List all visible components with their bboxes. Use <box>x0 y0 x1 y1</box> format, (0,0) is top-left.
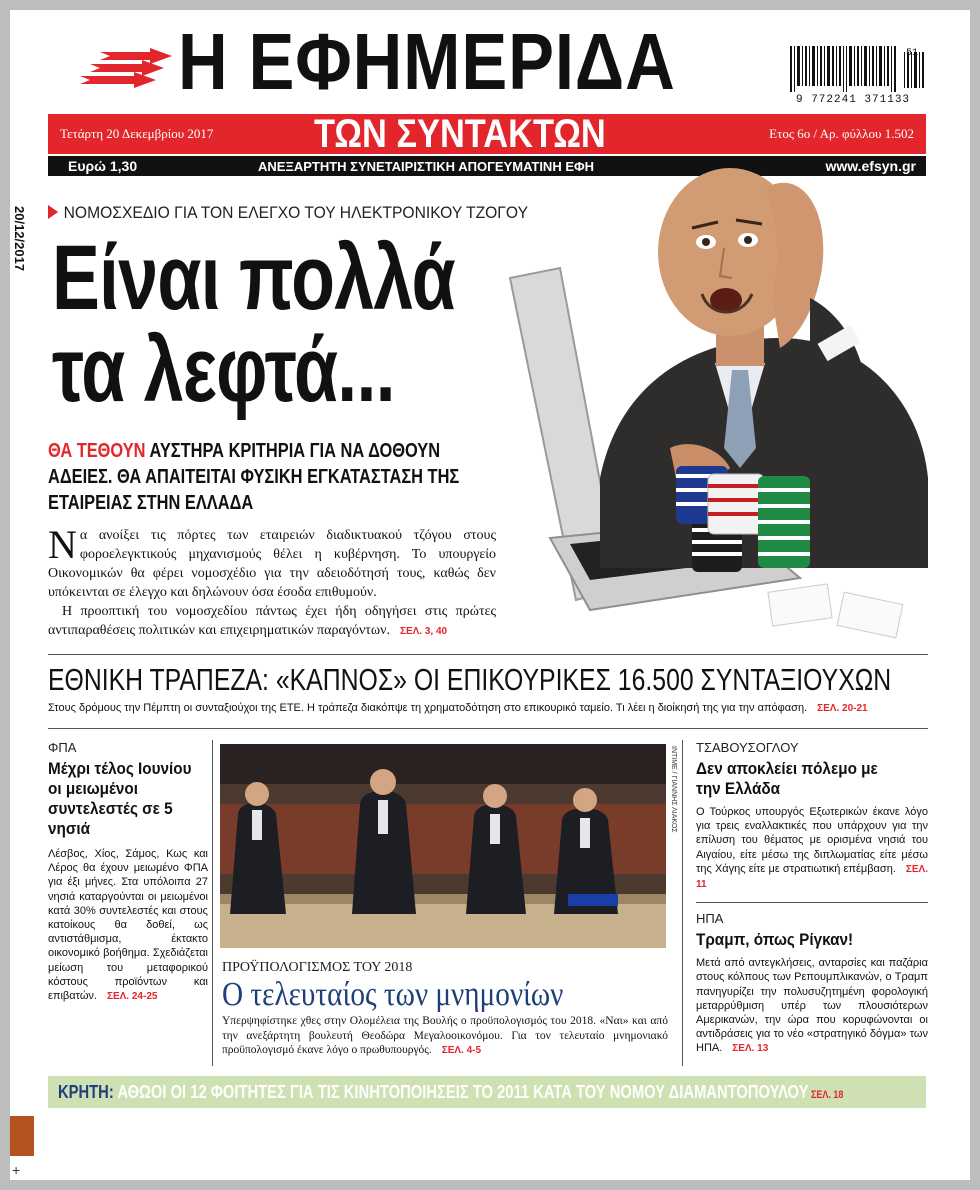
right-column <box>696 740 928 1057</box>
lead-paragraph-1: α ανοίξει τις πόρτες των εταιρειών διαδικτυακού τζόγου στους φοροελεγκτικούς μηχανισμούς θέλει η κυβέρνηση. Το υπουργείο Οικονομικών θα φέρει νομοσχέδιο για την αδειοδότησή τους, καθώς δεν υπόκεινται σε έλεγχο και δηλώνουν όσα έσοδα επιθυμούν. <box>48 528 496 600</box>
crete-strip[interactable] <box>48 1076 926 1108</box>
lead-paragraph-2: Η προοπτική του νομοσχεδίου πάντως έχει ήδη οδηγήσει στις πρώτες αντιπαραθέσεις πολιτικών και επιχειρηματικών παραγόντων. <box>48 604 496 638</box>
lead-kicker <box>48 203 528 223</box>
vat-body-text: Λέσβος, Χίος, Σάμος, Κως και Λέρος θα έχουν μειωμένο ΦΠΑ για έξι μήνες. Στα υπόλοιπα 27 νησιά καταργούνται οι μειωμένοι κατά 30% συντελεστές και στους κατοίκους θα δοθεί, ως αντιστάθμισμα, έκτακτο οικονομικό βοήθημα. Σχεδιάζεται μείωση του μεταφορικού κόστους προϊόντων και επιβατών. <box>48 848 208 1003</box>
lead-kicker-text: ΝΟΜΟΣΧΕΔΙΟ ΓΙΑ ΤΟΝ ΕΛΕΓΧΟ ΤΟΥ ΗΛΕΚΤΡΟΝΙΚΟΥ ΤΖΟΓΟΥ <box>63 203 529 222</box>
bank-page-ref[interactable]: ΣΕΛ. 20-21 <box>817 703 868 714</box>
lead-subhead-red: ΘΑ ΤΕΘΟΥΝ <box>48 440 146 462</box>
bank-summary-text: Στους δρόμους την Πέμπτη οι συνταξιούχοι της ΕΤΕ. Η τράπεζα διακόπψε τη χρηματοδότηση στο επικουρικό ταμείο. Τι λέει η διοίκησή της για την απόφαση. <box>48 702 808 714</box>
barcode-number: 9 772241 371133 <box>796 94 911 106</box>
bank-headline[interactable]: ΕΘΝΙΚΗ ΤΡΑΠΕΖΑ: «ΚΑΠΝΟΣ» ΟΙ ΕΠΙΚΟΥΡΙΚΕΣ 16.500 ΣΥΝΤΑΞΙΟΥΧΩΝ <box>48 662 892 697</box>
crete-page-ref: ΣΕΛ. 18 <box>808 1089 844 1101</box>
budget-page-ref[interactable]: ΣΕΛ. 4-5 <box>441 1045 482 1056</box>
lead-headline-line2: τα λεφτά... <box>52 319 395 421</box>
vat-page-ref[interactable]: ΣΕΛ. 24-25 <box>106 991 158 1003</box>
side-date-stamp: 20/12/2017 <box>12 206 27 272</box>
usa-title[interactable]: Τραμπ, όπως Ρίγκαν! <box>696 930 854 950</box>
price: Ευρώ 1,30 <box>68 158 138 174</box>
turkey-page-ref[interactable]: ΣΕΛ. 11 <box>696 863 928 891</box>
issue-number: Ετος 6ο / Αρ. φύλλου 1.502 <box>769 126 914 141</box>
usa-label: ΗΠΑ <box>696 911 724 927</box>
vat-title[interactable]: Μέχρι τέλος Ιουνίου οι μειωμένοι συντελεστές σε 5 νησιά <box>48 759 192 838</box>
budget-label: ΠΡΟΫΠΟΛΟΓΙΣΜΟΣ ΤΟΥ 2018 <box>222 960 413 975</box>
column-divider <box>682 740 683 1066</box>
crete-strip-text <box>58 1082 843 1103</box>
masthead-title: Η ΕΦΗΜΕΡΙΔΑ <box>178 17 676 106</box>
parliament-photo <box>220 744 666 948</box>
crete-strip-headline: ΑΘΩΟΙ ΟΙ 12 ΦΟΙΤΗΤΕΣ ΓΙΑ ΤΙΣ ΚΙΝΗΤΟΠΟΙΗΣΕΙΣ ΤΟ 2011 ΚΑΤΑ ΤΟΥ ΝΟΜΟΥ ΔΙΑΜΑΝΤΟΠΟΥΛΟΥ <box>113 1082 809 1102</box>
budget-body <box>222 1014 668 1059</box>
photo-credit: ΙΝΤΙΜΕ / ΓΙΑΝΝΗΣ ΛΙΑΚΟΣ <box>670 746 677 833</box>
budget-body-text: Υπερψηφίστηκε χθες στην Ολομέλεια της Βουλής ο προϋπολογισμός του 2018. «Ναι» και από την ανεξάρτητη βουλευτή Θεοδώρα Μεγαλοοικονόμου. Για τον τελευταίο μνημονιακό προϋπολογισμό έκανε λόγο ο πρωθυπουργός. <box>222 1015 668 1056</box>
lead-subhead <box>48 438 507 516</box>
arrow-right-icon <box>48 205 58 219</box>
vat-body <box>48 847 208 1004</box>
lead-body <box>48 522 496 641</box>
lead-subhead-rest: ΑΥΣΤΗΡΑ ΚΡΙΤΗΡΙΑ ΓΙΑ ΝΑ ΔΟΘΟΥΝ ΑΔΕΙΕΣ. ΘΑ ΑΠΑΙΤΕΙΤΑΙ ΦΥΣΙΚΗ ΕΓΚΑΤΑΣΤΑΣΗ ΤΗΣ ΕΤΑΙΡΕΙΑΣ ΣΤΗΝ ΕΛΛΑΔΑ <box>48 440 460 514</box>
turkey-body <box>696 805 928 892</box>
lead-headline[interactable] <box>52 227 455 421</box>
lead-dropcap: Ν <box>48 522 77 567</box>
turkey-body-text: Ο Τούρκος υπουργός Εξωτερικών έκανε λόγο για τρεις εναλλακτικές που υπάρχουν για την επίλυση του θέματος με ορισμένα νησιά του Αιγαίου, είτε μέσω της διπλωματίας είτε μέσω της Χάγης είτε με στρατιωτική επέμβαση. <box>696 806 928 875</box>
newspaper-front-page <box>10 10 970 1180</box>
masthead-subtitle: ΤΩΝ ΣΥΝΤΑΚΤΩΝ <box>314 112 606 156</box>
turkey-title[interactable]: Δεν αποκλείει πόλεμο με την Ελλάδα <box>696 759 878 798</box>
color-mark <box>10 1116 34 1156</box>
divider <box>48 728 928 729</box>
divider <box>48 654 928 655</box>
registration-mark-icon: + <box>12 1162 21 1178</box>
lead-page-ref[interactable]: ΣΕΛ. 3, 40 <box>399 626 448 637</box>
divider <box>696 902 928 903</box>
issue-date: Τετάρτη 20 Δεκεμβρίου 2017 <box>60 126 214 141</box>
crete-strip-key: ΚΡΗΤΗ: <box>58 1082 114 1102</box>
usa-body-text: Μετά από αντεγκλήσεις, ανταρσίες και παζάρια στους κόλπους των Ρεπουμπλικανών, ο Τραμπ πανηγυρίζει την πολυσυζητημένη φορολογική μεταρρύθμιση υπέρ των πλουσιότερων Αμερικανών, την ώρα που κορυφώνονται οι αντιδράσεις για το νέο «στρατηγικό δόγμα» των ΗΠΑ. <box>696 957 928 1055</box>
turkey-label: ΤΣΑΒΟΥΣΟΓΛΟΥ <box>696 740 799 755</box>
usa-page-ref[interactable]: ΣΕΛ. 13 <box>732 1043 769 1055</box>
bank-summary <box>48 702 928 714</box>
gambler-photo <box>480 148 930 658</box>
barcode-issue-number: 51 <box>906 48 919 59</box>
vat-story <box>48 740 208 1004</box>
budget-title[interactable]: Ο τελευταίος των μνημονίων <box>222 976 564 1013</box>
vat-label: ΦΠΑ <box>48 740 77 755</box>
column-divider <box>212 740 213 1066</box>
lead-headline-line1: Είναι πολλά <box>52 227 455 329</box>
website-url: www.efsyn.gr <box>825 158 916 174</box>
tagline: ΑΝΕΞΑΡΤΗΤΗ ΣΥΝΕΤΑΙΡΙΣΤΙΚΗ ΑΠΟΓΕΥΜΑΤΙΝΗ ΕΦΗ <box>258 159 595 174</box>
usa-body <box>696 956 928 1056</box>
logo-arrows-icon <box>80 48 172 88</box>
